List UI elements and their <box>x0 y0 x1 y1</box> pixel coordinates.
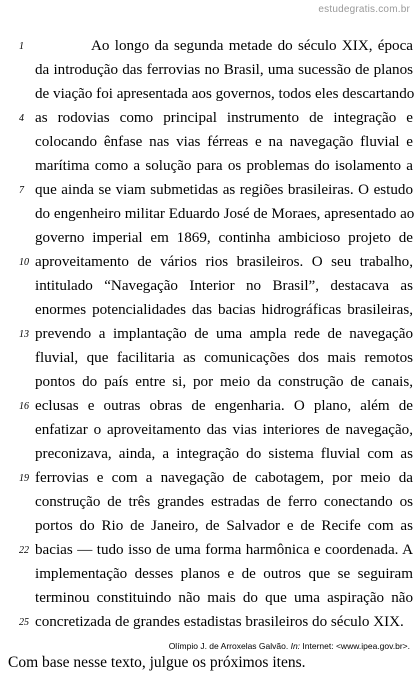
line-text: concretizada de grandes estadistas brasileiros do século XIX. <box>35 614 404 630</box>
line-number: 16 <box>19 401 29 412</box>
source-url: Internet: <www.ipea.gov.br>. <box>302 641 410 651</box>
line-text: ferrovias e com a navegação de cabotagem, por meio da <box>35 470 413 486</box>
passage-line <box>0 586 418 610</box>
passage-line <box>0 538 418 562</box>
line-text: eclusas e outras obras de engenharia. O plano, além de <box>35 398 413 414</box>
passage-line <box>0 178 418 202</box>
line-text: preconizava, ainda, a integração do sistema fluvial com as <box>35 446 413 462</box>
passage-line <box>0 370 418 394</box>
passage-line <box>0 466 418 490</box>
passage-line <box>0 202 418 226</box>
passage-line <box>0 82 418 106</box>
passage-line <box>0 322 418 346</box>
passage-line <box>0 394 418 418</box>
passage-line <box>0 490 418 514</box>
line-text: Ao longo da segunda metade do século XIX, época <box>91 38 413 54</box>
line-number: 1 <box>19 41 24 52</box>
line-text: portos do Rio de Janeiro, de Salvador e de Recife com as <box>35 518 413 534</box>
line-text: enormes potencialidades das bacias hidrográficas brasileiras, <box>35 302 413 318</box>
passage-line <box>0 514 418 538</box>
passage-line <box>0 442 418 466</box>
source-citation <box>169 641 410 651</box>
line-text: intitulado “Navegação Interior no Brasil”, destacava as <box>35 278 413 294</box>
passage-text <box>0 34 418 634</box>
line-text: do engenheiro militar Eduardo José de Moraes, apresentado ao <box>35 206 415 222</box>
question-prompt: Com base nesse texto, julgue os próximos itens. <box>8 654 306 671</box>
passage-line <box>0 250 418 274</box>
line-text: construção de três grandes estradas de ferro conectando os <box>35 494 413 510</box>
line-number: 22 <box>19 545 29 556</box>
line-number: 4 <box>19 113 24 124</box>
line-text: da introdução das ferrovias no Brasil, uma sucessão de planos <box>35 62 413 78</box>
passage-line <box>0 418 418 442</box>
line-text: implementação desses planos e de outros que se seguiram <box>35 566 413 582</box>
passage-line <box>0 226 418 250</box>
passage-line <box>0 154 418 178</box>
line-text: fluvial, que facilitaria as comunicações dos mais remotos <box>35 350 413 366</box>
passage-line <box>0 58 418 82</box>
line-text: de viação foi apresentada aos governos, todos eles descartando <box>35 86 415 102</box>
line-number: 25 <box>19 617 29 628</box>
line-text: enfatizar o aproveitamento das vias interiores de navegação, <box>35 422 413 438</box>
line-text: bacias — tudo isso de uma forma harmônica e coordenada. A <box>35 542 413 558</box>
line-number: 10 <box>19 257 29 268</box>
line-text: marítima como a solução para os problemas do isolamento a <box>35 158 413 174</box>
line-text: governo imperial em 1869, continha ambicioso projeto de <box>35 230 413 246</box>
passage-line <box>0 106 418 130</box>
source-in: In: <box>290 641 301 651</box>
line-text: pontos do país entre si, por meio da construção de canais, <box>35 374 413 390</box>
passage-line <box>0 274 418 298</box>
line-text: as rodovias como principal instrumento de integração e <box>35 110 413 126</box>
line-text: aproveitamento de vários rios brasileiros. O seu trabalho, <box>35 254 413 270</box>
passage-line <box>0 562 418 586</box>
watermark: estudegratis.com.br <box>318 4 410 15</box>
passage-line <box>0 34 418 58</box>
passage-line <box>0 346 418 370</box>
line-text: colocando ênfase nas vias férreas e na navegação fluvial e <box>35 134 413 150</box>
line-number: 19 <box>19 473 29 484</box>
passage-line <box>0 298 418 322</box>
passage-line <box>0 130 418 154</box>
line-text: terminou constituindo não mais do que uma aspiração não <box>35 590 413 606</box>
source-author: Olímpio J. de Arroxelas Galvão. <box>168 641 289 651</box>
line-number: 7 <box>19 185 24 196</box>
line-text: que ainda se viam submetidas as regiões brasileiras. O estudo <box>35 182 413 198</box>
line-number: 13 <box>19 329 29 340</box>
passage-line <box>0 610 418 634</box>
line-text: prevendo a implantação de uma ampla rede de navegação <box>35 326 413 342</box>
